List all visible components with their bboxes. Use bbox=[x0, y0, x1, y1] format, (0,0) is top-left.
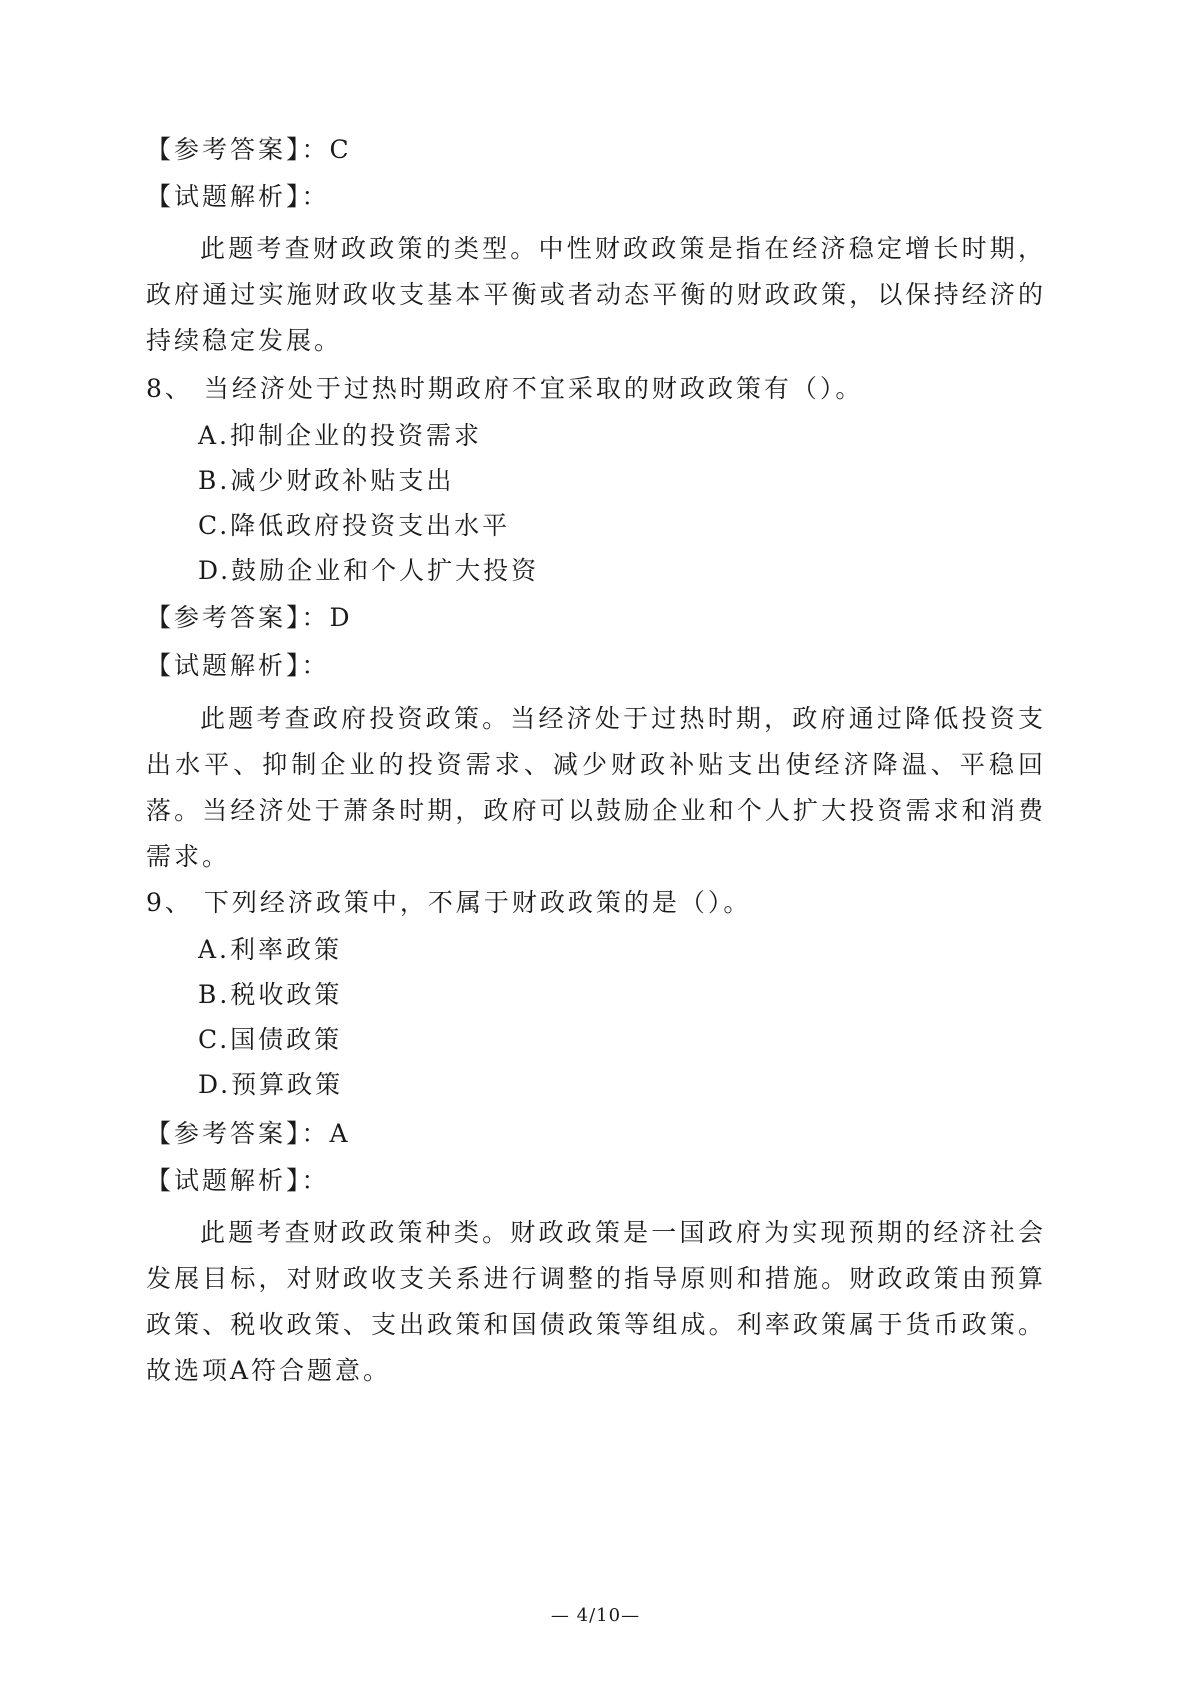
answer-label: 【参考答案】： bbox=[146, 1119, 330, 1148]
answer-label: 【参考答案】： bbox=[146, 135, 330, 164]
answer-value: D bbox=[329, 603, 353, 632]
q8-question: 8、 当经济处于过热时期政府不宜采取的财政政策有（）。 bbox=[146, 374, 864, 403]
q7-answer bbox=[146, 136, 1046, 164]
q8-option-d: D.鼓励企业和个人扩大投资 bbox=[198, 556, 540, 585]
q8-option-b: B.减少财政补贴支出 bbox=[198, 466, 455, 495]
q9-option-d: D.预算政策 bbox=[198, 1070, 344, 1099]
answer-value: C bbox=[329, 135, 352, 164]
q9-analysis-label: 【试题解析】： bbox=[146, 1166, 330, 1195]
q8-option-a: A.抑制企业的投资需求 bbox=[198, 421, 483, 450]
q9-option-c: C.国债政策 bbox=[198, 1025, 343, 1054]
q8-analysis-text: 此题考查政府投资政策。当经济处于过热时期，政府通过降低投资支出水平、抑制企业的投资需求、减少财政补贴支出使经济降温、平稳回落。当经济处于萧条时期，政府可以鼓励企业和个人扩大投资需求和消费需求。 bbox=[146, 704, 1046, 871]
q9-question: 9、 下列经济政策中，不属于财政政策的是（）。 bbox=[146, 888, 752, 917]
q9-option-b: B.税收政策 bbox=[198, 980, 343, 1009]
q7-analysis-label: 【试题解析】： bbox=[146, 182, 330, 211]
q9-analysis-text: 此题考查财政政策种类。财政政策是一国政府为实现预期的经济社会发展目标，对财政收支关系进行调整的指导原则和措施。财政政策由预算政策、税收政策、支出政策和国债政策等组成。利率政策属于货币政策。故选项A符合题意。 bbox=[146, 1218, 1046, 1385]
q7-analysis-text: 此题考查财政政策的类型。中性财政政策是指在经济稳定增长时期，政府通过实施财政收支基本平衡或者动态平衡的财政政策，以保持经济的持续稳定发展。 bbox=[146, 234, 1046, 355]
answer-value: A bbox=[329, 1119, 351, 1148]
q9-option-a: A.利率政策 bbox=[198, 935, 343, 964]
answer-label: 【参考答案】： bbox=[146, 603, 330, 632]
q8-option-c: C.降低政府投资支出水平 bbox=[198, 511, 511, 540]
q9-answer bbox=[146, 1120, 1046, 1148]
q8-analysis-label: 【试题解析】： bbox=[146, 651, 330, 680]
page-number: — 4/10— bbox=[550, 1605, 641, 1626]
q8-answer bbox=[146, 604, 1046, 632]
